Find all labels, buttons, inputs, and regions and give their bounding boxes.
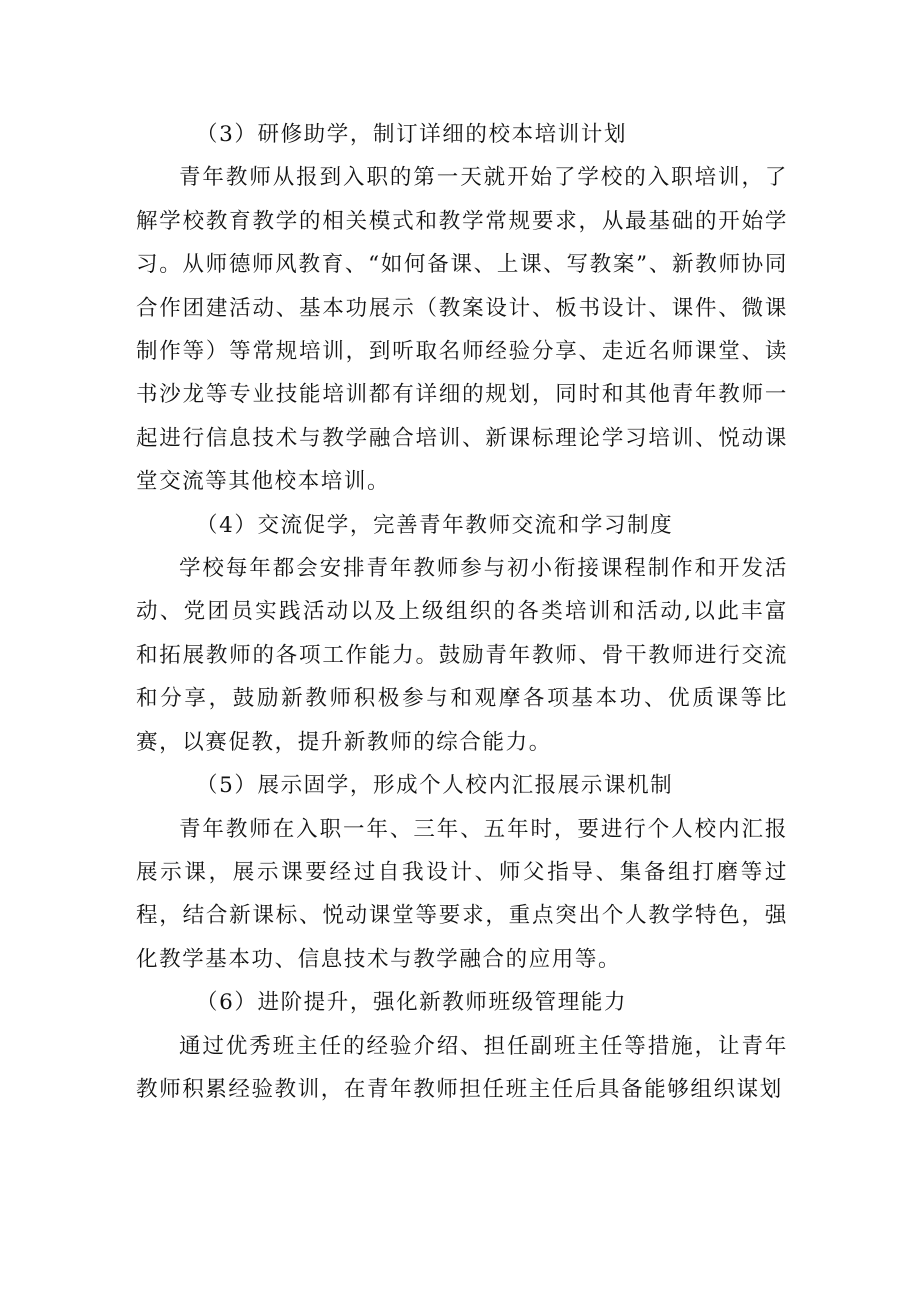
paragraph-training-plan: 青年教师从报到入职的第一天就开始了学校的入职培训，了解学校教育教学的相关模式和教学常规要求，从最基础的开始学习。从师德师风教育、“如何备课、上课、写教案”、新教师协同合作团建活动、基本功展示（教案设计、板书设计、课件、微课制作等）等常规培训，到听取名师经验分享、走近名师课堂、读书沙龙等专业技能培训都有详细的规划，同时和其他青年教师一起进行信息技术与教学融合培训、新课标理论学习培训、悦动课堂交流等其他校本培训。 [136,165,788,495]
section-heading-3: （3）研修助学，制订详细的校本培训计划 [196,122,628,147]
paragraph-exchange-learning: 学校每年都会安排青年教师参与初小衔接课程制作和开发活动、党团员实践活动以及上级组织的各类培训和活动,以此丰富和拓展教师的各项工作能力。鼓励青年教师、骨干教师进行交流和分享，鼓励新教师积极参与和观摩各项基本功、优质课等比赛，以赛促教，提升新教师的综合能力。 [136,556,788,755]
paragraph-demo-lessons: 青年教师在入职一年、三年、五年时，要进行个人校内汇报展示课，展示课要经过自我设计、师父指导、集备组打磨等过程，结合新课标、悦动课堂等要求，重点突出个人教学特色，强化教学基本功、信息技术与教学融合的应用等。 [136,816,788,972]
document-body [136,113,788,1111]
section-heading-5: （5）展示固学，形成个人校内汇报展示课机制 [196,773,674,799]
section-heading-4: （4）交流促学，完善青年教师交流和学习制度 [196,512,674,538]
section-heading-6: （6）进阶提升，强化新教师班级管理能力 [196,990,628,1016]
paragraph-class-management: 通过优秀班主任的经验介绍、担任副班主任等措施，让青年教师积累经验教训，在青年教师担任班主任后具备能够组织谋划 [136,1033,788,1102]
